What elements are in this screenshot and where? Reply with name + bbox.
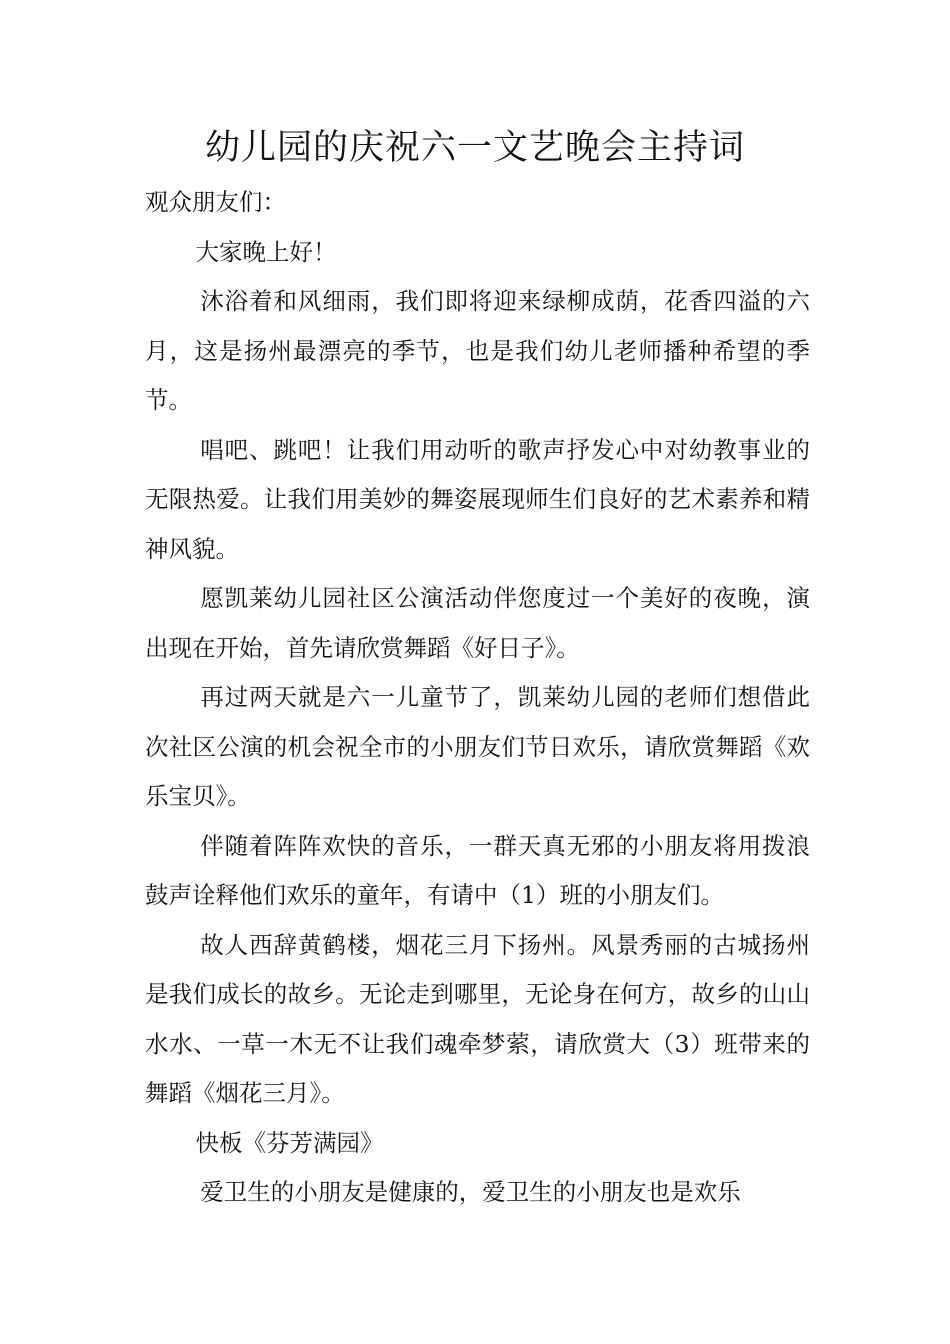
body-paragraph: 伴随着阵阵欢快的音乐，一群天真无邪的小朋友将用拨浪鼓声诠释他们欢乐的童年，有请中（1）班的小朋友们。 [145,831,810,909]
document-title: 幼儿园的庆祝六一文艺晚会主持词 [204,128,745,168]
greeting-paragraph: 大家晚上好！ [195,237,337,266]
document-body [145,178,810,1218]
program-heading-paragraph: 快板《芬芳满园》 [195,1128,384,1157]
body-paragraph: 唱吧、跳吧！让我们用动听的歌声抒发心中对幼教事业的无限热爱。让我们用美妙的舞姿展现师生们良好的艺术素养和精神风貌。 [145,435,810,563]
body-paragraph: 故人西辞黄鹤楼，烟花三月下扬州。风景秀丽的古城扬州是我们成长的故乡。无论走到哪里，无论身在何方，故乡的山山水水、一草一木无不让我们魂牵梦萦，请欣赏大（3）班带来的舞蹈《烟花三月》。 [145,930,810,1107]
salutation-paragraph: 观众朋友们： [145,188,286,216]
body-paragraph: 再过两天就是六一儿童节了，凯莱幼儿园的老师们想借此次社区公演的机会祝全市的小朋友们节日欢乐，请欣赏舞蹈《欢乐宝贝》。 [145,683,810,810]
body-paragraph: 沐浴着和风细雨，我们即将迎来绿柳成荫，花香四溢的六月，这是扬州最漂亮的季节，也是我们幼儿老师播种希望的季节。 [145,287,810,414]
body-paragraph: 愿凯莱幼儿园社区公演活动伴您度过一个美好的夜晚，演出现在开始，首先请欣赏舞蹈《好日子》。 [145,584,810,662]
body-paragraph: 爱卫生的小朋友是健康的，爱卫生的小朋友也是欢乐 [200,1178,741,1206]
